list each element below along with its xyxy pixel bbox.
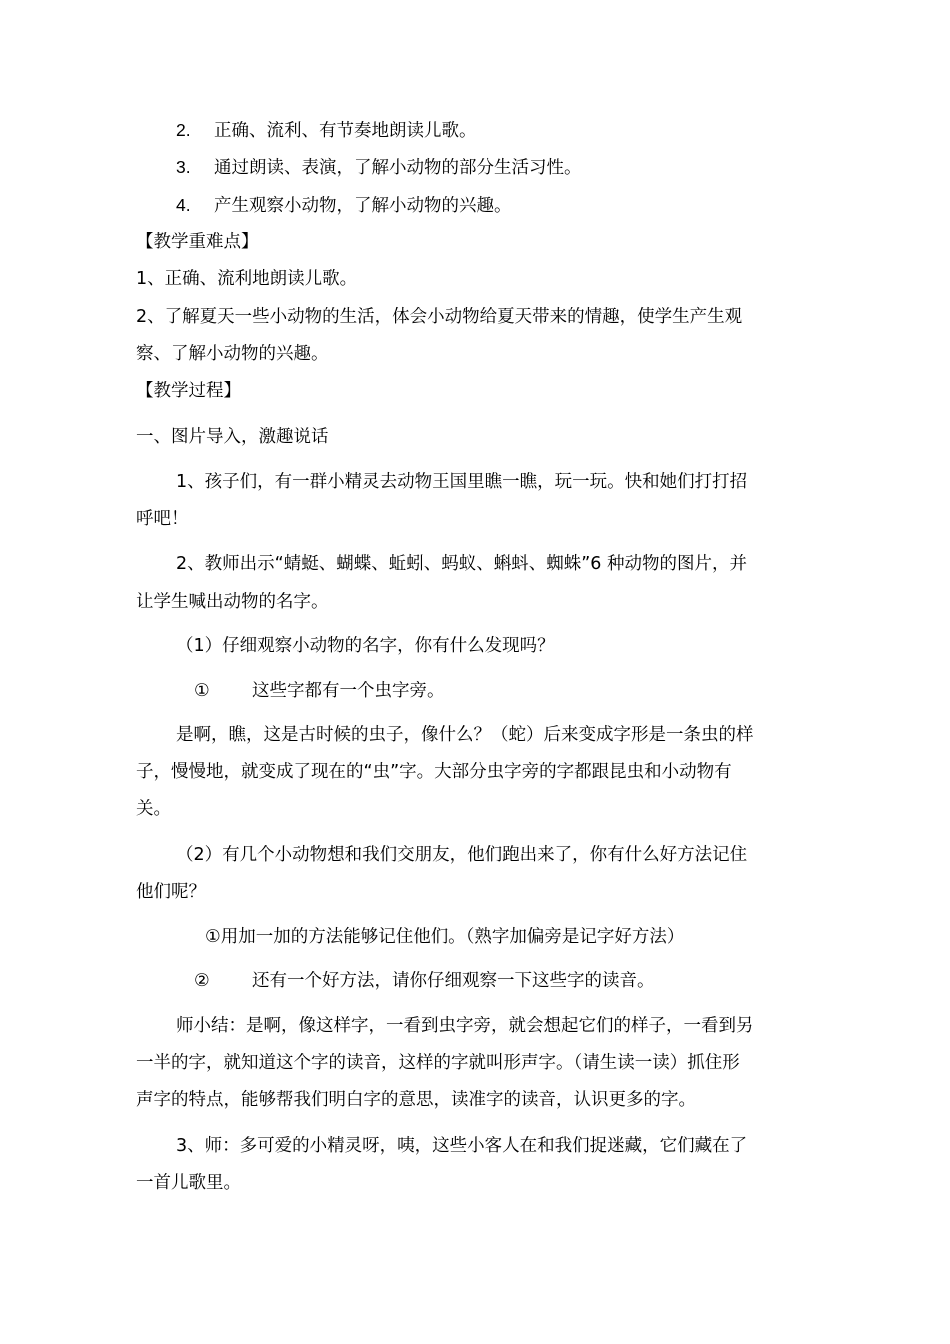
question-2-line1: （2）有几个小动物想和我们交朋友，他们跑出来了，你有什么好方法记住 <box>176 845 748 865</box>
question-1: （1）仔细观察小动物的名字，你有什么发现吗？ <box>176 636 555 656</box>
key-points-heading: 【教学重难点】 <box>136 232 259 252</box>
paragraph-2-line1: 2、教师出示“蜻蜓、蝴蝶、蚯蚓、蚂蚁、蝌蚪、蜘蛛”6 种动物的图片，并 <box>176 554 747 574</box>
answer-marker: ② <box>194 971 210 991</box>
objective-text: 产生观察小动物，了解小动物的兴趣。 <box>214 196 512 216</box>
paragraph-1-line1: 1、孩子们，有一群小精灵去动物王国里瞧一瞧，玩一玩。快和她们打打招 <box>176 472 748 492</box>
answer-3 <box>194 969 655 993</box>
key-point-2-line1: 2、了解夏天一些小动物的生活，体会小动物给夏天带来的情趣，使学生产生观 <box>136 307 743 327</box>
key-point-2-line2: 察、了解小动物的兴趣。 <box>136 344 329 364</box>
answer-text: 这些字都有一个虫字旁。 <box>252 681 445 701</box>
summary-line3: 声字的特点，能够帮我们明白字的意思，读准字的读音，认识更多的字。 <box>136 1090 696 1110</box>
answer-marker: ① <box>194 681 210 701</box>
objective-item-3 <box>176 155 582 180</box>
question-2-line2: 他们呢？ <box>136 882 206 902</box>
paragraph-1-line2: 呼吧！ <box>136 509 189 529</box>
objective-item-2 <box>176 118 477 143</box>
paragraph-4-line1: 3、师：多可爱的小精灵呀，咦，这些小客人在和我们捉迷藏，它们藏在了 <box>176 1136 748 1156</box>
summary-line2: 一半的字，就知道这个字的读音，这样的字就叫形声字。（请生读一读）抓住形 <box>136 1053 740 1073</box>
paragraph-4-line2: 一首儿歌里。 <box>136 1173 241 1193</box>
objective-text: 通过朗读、表演，了解小动物的部分生活习性。 <box>214 158 582 178</box>
process-heading: 【教学过程】 <box>136 381 241 401</box>
objective-item-4 <box>176 193 512 218</box>
paragraph-3-line2: 子，慢慢地，就变成了现在的“虫”字。大部分虫字旁的字都跟昆虫和小动物有 <box>136 762 732 782</box>
paragraph-3-line1: 是啊，瞧，这是古时候的虫子，像什么？（蛇）后来变成字形是一条虫的样 <box>176 725 754 745</box>
answer-1 <box>194 679 445 703</box>
objective-number: 4. <box>176 195 191 215</box>
paragraph-3-line3: 关。 <box>136 799 171 819</box>
key-point-1: 1、正确、流利地朗读儿歌。 <box>136 269 358 289</box>
answer-2: ①用加一加的方法能够记住他们。（熟字加偏旁是记字好方法） <box>205 927 685 947</box>
summary-line1: 师小结：是啊，像这样字，一看到虫字旁，就会想起它们的样子，一看到另 <box>176 1016 754 1036</box>
answer-text: 还有一个好方法，请你仔细观察一下这些字的读音。 <box>252 971 655 991</box>
section-1-title: 一、图片导入，激趣说话 <box>136 427 329 447</box>
paragraph-2-line2: 让学生喊出动物的名字。 <box>136 592 329 612</box>
objective-number: 3. <box>176 157 191 177</box>
objective-text: 正确、流利、有节奏地朗读儿歌。 <box>214 121 477 141</box>
objective-number: 2. <box>176 120 191 140</box>
